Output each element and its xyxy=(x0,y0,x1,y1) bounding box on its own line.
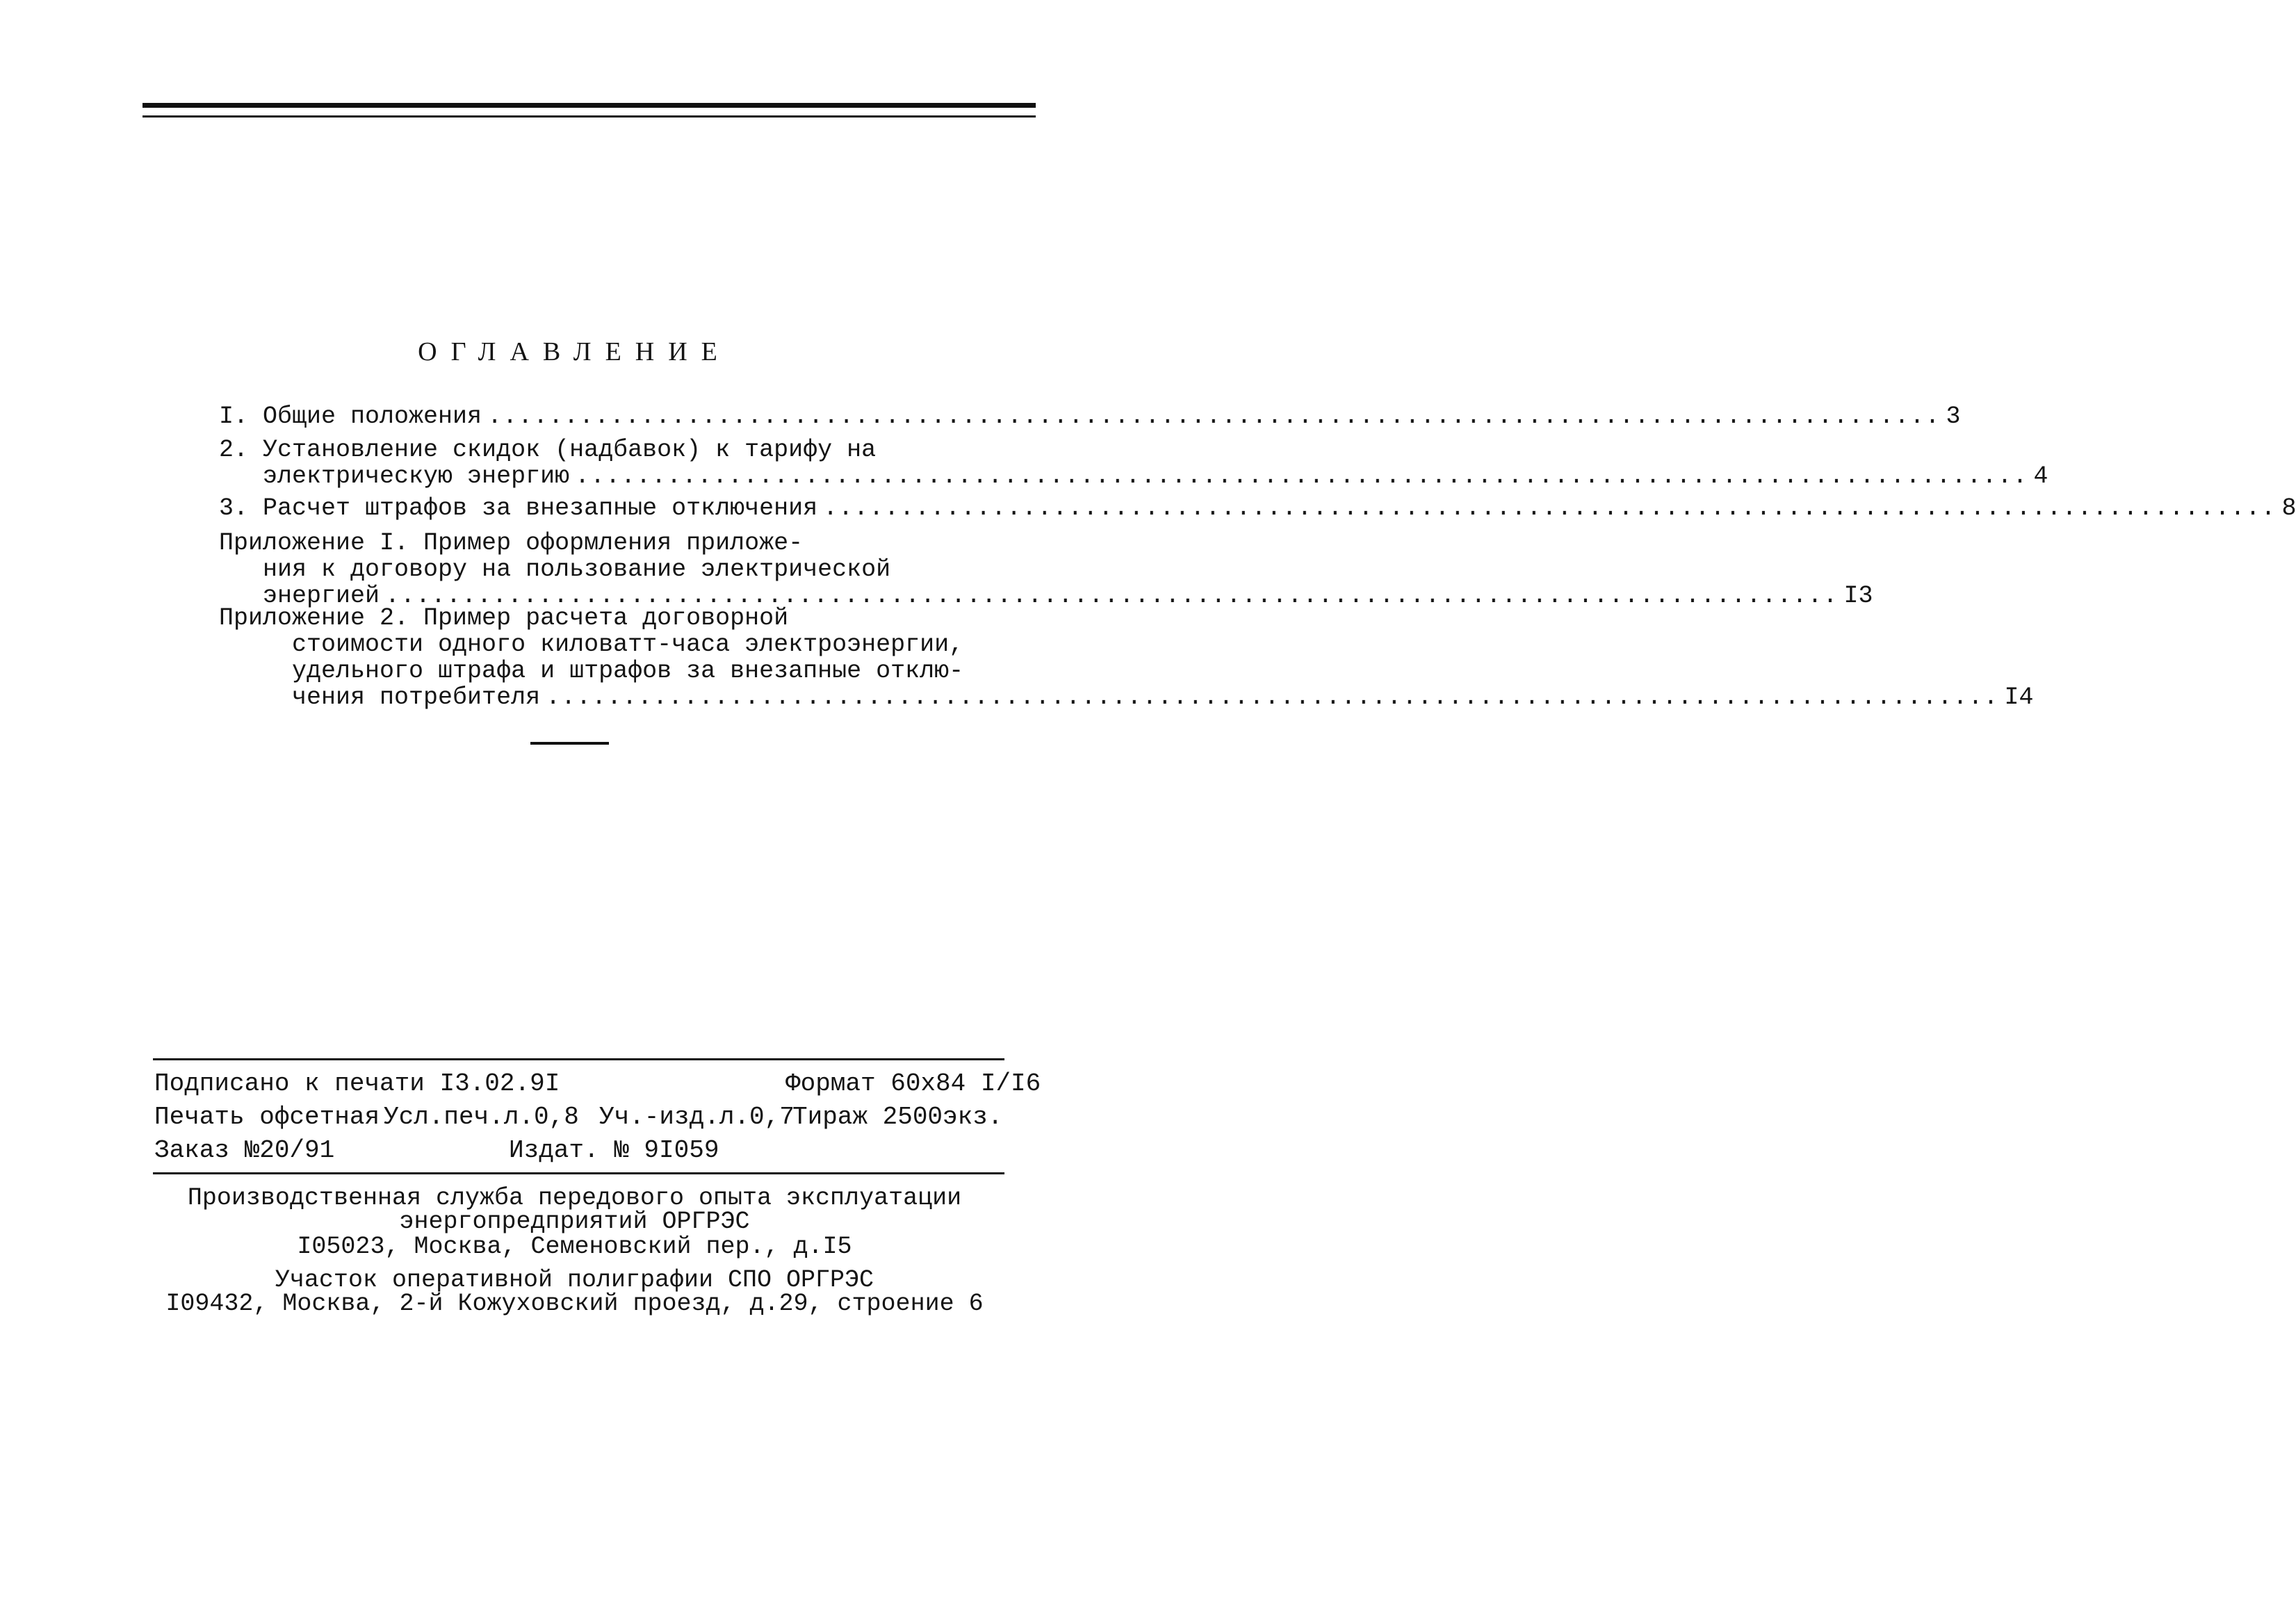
toc-entry-1[interactable] xyxy=(219,403,1961,430)
toc-page-number: I3 xyxy=(1843,582,1873,610)
top-rule-thick xyxy=(143,103,1036,108)
toc-page-number: I4 xyxy=(2004,683,2034,711)
toc-leader-dots: ............................................................................................... xyxy=(385,582,1839,610)
toc-entry-2[interactable] xyxy=(219,436,2049,490)
toc-entry-appendix-2[interactable] xyxy=(219,604,2034,711)
toc-leader-dots: ............................................................................................... xyxy=(487,403,1941,430)
printer-name: Участок оперативной полиграфии СПО ОРГРЭС xyxy=(275,1266,874,1294)
imprint-format: Формат 60х84 I/I6 xyxy=(785,1069,1041,1098)
toc-entry-title-cont: энергией xyxy=(219,582,380,610)
toc-leader-dots: ............................................................................................... xyxy=(575,462,2028,490)
imprint-top-rule xyxy=(153,1058,1004,1060)
toc-page-number: 3 xyxy=(1946,403,1961,430)
toc-entry-title-cont: электрическую энергию xyxy=(219,462,570,490)
toc-entry-appendix-1[interactable] xyxy=(219,529,1873,610)
printer-address: I09432, Москва, 2-й Кожуховский проезд, д.29, строение 6 xyxy=(165,1290,984,1318)
imprint-usl: Усл.печ.л.0,8 xyxy=(384,1103,579,1131)
imprint-order: Заказ №20/91 xyxy=(154,1136,335,1165)
publisher-name: Производственная служба передового опыта эксплуатации xyxy=(187,1184,962,1212)
toc-entry-title-cont: чения потребителя xyxy=(219,683,541,711)
section-divider xyxy=(530,742,609,745)
toc-leader-dots: ............................................................................................... xyxy=(546,683,1999,711)
top-rule-thin xyxy=(143,115,1036,118)
toc-entry-title: Приложение 2. Пример расчета договорной xyxy=(219,604,789,632)
toc-entry-title: 2. Установление скидок (надбавок) к тарифу на xyxy=(219,436,877,464)
toc-entry-title-cont: удельного штрафа и штрафов за внезапные отклю- xyxy=(219,657,964,685)
publisher-name-cont: энергопредприятий ОРГРЭС xyxy=(399,1208,750,1236)
imprint-signed: Подписано к печати I3.02.9I xyxy=(154,1069,560,1098)
publisher-address: I05023, Москва, Семеновский пер., д.I5 xyxy=(297,1233,852,1261)
toc-entry-title: I. Общие положения xyxy=(219,403,482,430)
toc-page-number: 8 xyxy=(2281,494,2296,522)
toc-entry-title: 3. Расчет штрафов за внезапные отключения xyxy=(219,494,818,522)
toc-entry-title-cont: стоимости одного киловатт-часа электроэнергии, xyxy=(219,631,964,658)
toc-entry-title: Приложение I. Пример оформления приложе- xyxy=(219,529,804,557)
toc-heading: ОГЛАВЛЕНИЕ xyxy=(418,337,731,366)
toc-page-number: 4 xyxy=(2033,462,2049,490)
imprint-tirazh: Тираж 2500экз. xyxy=(792,1103,1003,1131)
toc-entry-title-cont: ния к договору на пользование электрической xyxy=(219,556,891,583)
imprint-izdat: Издат. № 9I059 xyxy=(509,1136,719,1165)
imprint-uch: Уч.-изд.л.0,7 xyxy=(599,1103,795,1131)
imprint-bottom-rule xyxy=(153,1172,1004,1174)
imprint-print-type: Печать офсетная xyxy=(154,1103,380,1131)
toc-leader-dots: ............................................................................................... xyxy=(823,494,2277,522)
toc-entry-3[interactable] xyxy=(219,494,2296,522)
